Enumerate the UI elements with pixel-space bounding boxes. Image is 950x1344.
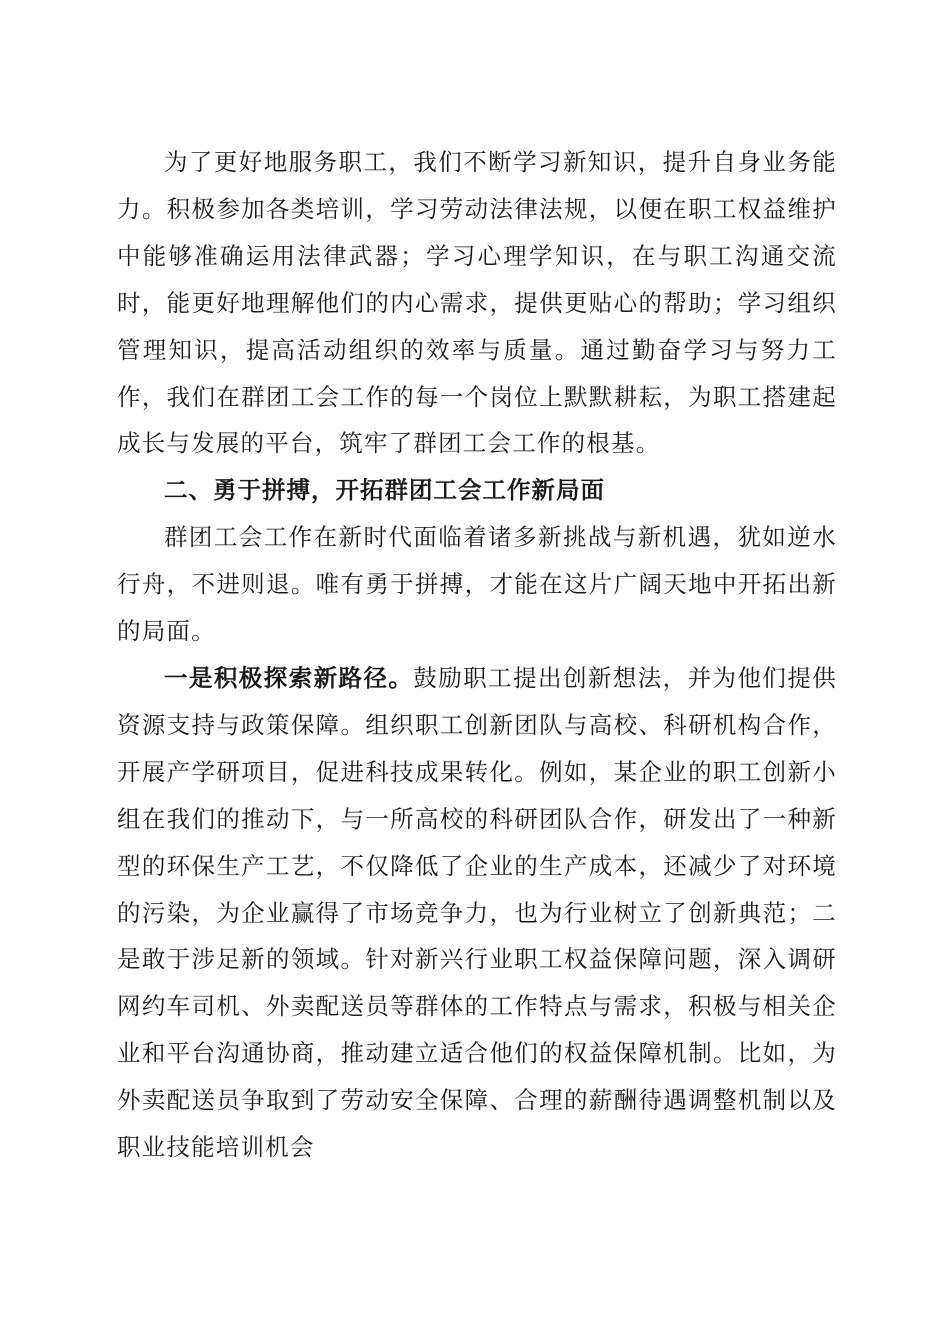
paragraph-lead: 一是积极探索新路径。	[164, 663, 414, 692]
paragraph: 群团工会工作在新时代面临着诸多新挑战与新机遇，犹如逆水行舟，不进则退。唯有勇于拼搏，才能在这片广阔天地中开拓出新的局面。	[117, 523, 837, 646]
document-body	[117, 139, 837, 1171]
paragraph	[117, 655, 837, 1171]
section-heading: 二、勇于拼搏，开拓群团工会工作新局面	[164, 476, 605, 505]
paragraph: 为了更好地服务职工，我们不断学习新知识，提升自身业务能力。积极参加各类培训，学习劳动法律法规，以便在职工权益维护中能够准确运用法律武器；学习心理学知识，在与职工沟通交流时，能更好地理解他们的内心需求，提供更贴心的帮助；学习组织管理知识，提高活动组织的效率与质量。通过勤奋学习与努力工作，我们在群团工会工作的每一个岗位上默默耕耘，为职工搭建起成长与发展的平台，筑牢了群团工会工作的根基。	[117, 148, 837, 458]
paragraph-body: 鼓励职工提出创新想法，并为他们提供资源支持与政策保障。组织职工创新团队与高校、科研机构合作，开展产学研项目，促进科技成果转化。例如，某企业的职工创新小组在我们的推动下，与一所高校的科研团队合作，研发出了一种新型的环保生产工艺，不仅降低了企业的生产成本，还减少了对环境的污染，为企业赢得了市场竞争力，也为行业树立了创新典范；二是敢于涉足新的领域。针对新兴行业职工权益保障问题，深入调研网约车司机、外卖配送员等群体的工作特点与需求，积极与相关企业和平台沟通协商，推动建立适合他们的权益保障机制。比如，为外卖配送员争取到了劳动安全保障、合理的薪酬待遇调整机制以及职业技能培训机会	[117, 663, 837, 1162]
